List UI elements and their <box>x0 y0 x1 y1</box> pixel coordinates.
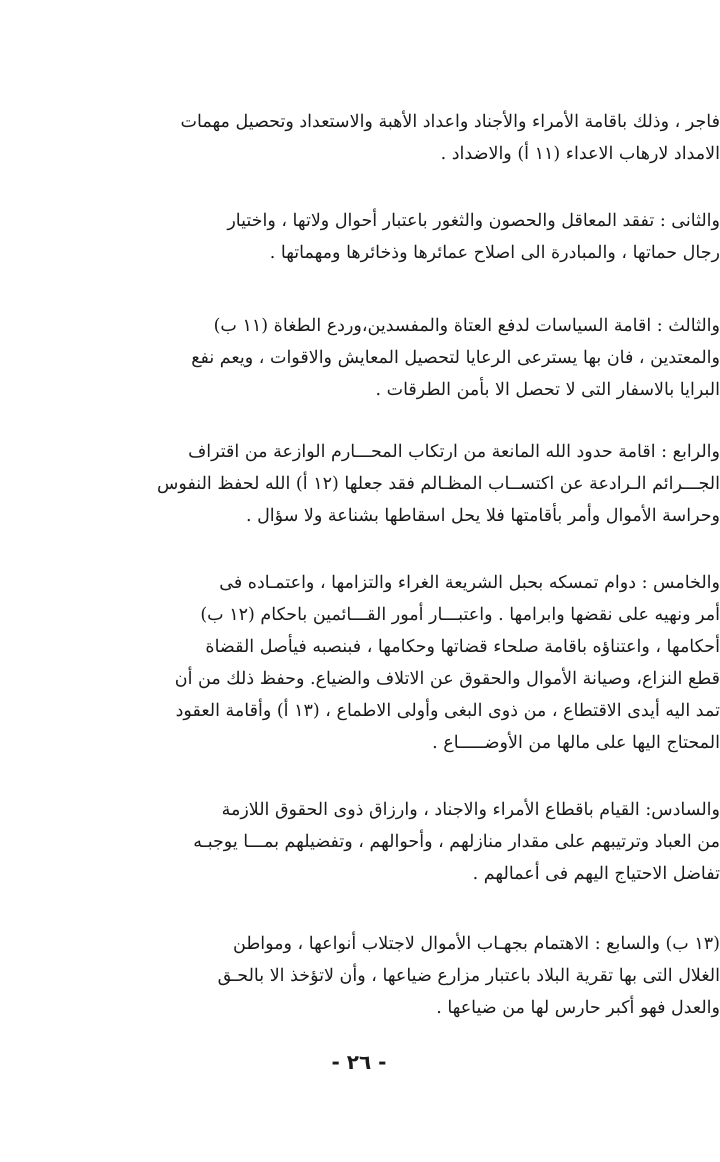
paragraph-line: الامداد لارهاب الاعداء (١١ أ) والاضداد . <box>440 144 720 164</box>
paragraph-line: والعدل فهو أكبر حارس لها من ضياعها . <box>436 998 720 1018</box>
paragraph-line: والرابع : اقامة حدود الله المانعة من ارتكاب المحـــارم الوازعة من اقتراف <box>188 442 720 462</box>
paragraph-line: والثانى : تفقد المعاقل والحصون والثغور باعتبار أحوال ولاتها ، واختيار <box>227 211 720 231</box>
paragraph-line: والثالث : اقامة السياسات لدفع العتاة والمفسدين،وردع الطغاة (١١ ب) <box>213 316 720 336</box>
paragraph-line: والمعتدين ، فان بها يسترعى الرعايا لتحصيل المعايش والاقوات ، ويعم نفع <box>191 348 720 368</box>
paragraph-line: فاجر ، وذلك باقامة الأمراء والأجناد واعداد الأهبة والاستعداد وتحصيل مهمات <box>180 112 720 132</box>
paragraph-line: قطع النزاع، وصيانة الأموال والحقوق عن الاتلاف والضياع. وحفظ ذلك من أن <box>174 669 720 689</box>
paragraph-line: الجـــرائم الـرادعة عن اكتســاب المظـالم فقد جعلها (١٢ أ) الله لحفظ النفوس <box>157 474 720 494</box>
paragraph-line: رجال حماتها ، والمبادرة الى اصلاح عمائرها وذخائرها ومهماتها . <box>269 243 720 263</box>
paragraph-line: وحراسة الأموال وأمر بأقامتها فلا يحل اسقاطها بشناعة ولا سؤال . <box>245 506 720 526</box>
paragraph-7 <box>90 928 720 1024</box>
paragraph-1 <box>90 106 720 170</box>
paragraph-2 <box>90 205 720 269</box>
paragraph-line: المحتاج اليها على مالها من الأوضـــــاع . <box>432 733 720 753</box>
paragraph-6 <box>90 794 720 890</box>
paragraph-line: تمد اليه أيدى الاقتطاع ، من ذوى البغى وأولى الاطماع ، (١٣ أ) وأقامة العقود <box>175 701 720 721</box>
paragraph-3 <box>90 310 720 406</box>
paragraph-line: البرايا بالاسفار التى لا تحصل الا بأمن الطرقات . <box>375 380 720 400</box>
paragraph-line: والسادس: القيام باقطاع الأمراء والاجناد ، وارزاق ذوى الحقوق اللازمة <box>221 800 720 820</box>
page-number: - ٢٦ - <box>331 1050 387 1074</box>
paragraph-line: تفاضل الاحتياج اليهم فى أعمالهم . <box>472 864 720 884</box>
paragraph-4 <box>90 436 720 532</box>
paragraph-line: الغلال التى بها تقرية البلاد باعتبار مزارع ضياعها ، وأن لاتؤخذ الا بالحـق <box>217 966 720 986</box>
paragraph-line: والخامس : دوام تمسكه بحبل الشريعة الغراء والتزامها ، واعتمـاده فى <box>219 573 720 593</box>
paragraph-5 <box>90 567 720 759</box>
paragraph-line: (١٣ ب) والسابع : الاهتمام بجهـاب الأموال لاجتلاب أنواعها ، ومواطن <box>233 934 720 954</box>
paragraph-line: أمر ونهيه على نقضها وابرامها . واعتبـــار أمور القـــائمين باحكام (١٢ ب) <box>200 605 720 625</box>
paragraph-line: من العباد وترتيبهم على مقدار منازلهم ، وأحوالهم ، وتفضيلهم بمـــا يوجبـه <box>193 832 720 852</box>
paragraph-line: أحكامها ، واعتناؤه باقامة صلحاء قضاتها وحكامها ، فبنصبه فيأصل القضاة <box>205 637 720 657</box>
